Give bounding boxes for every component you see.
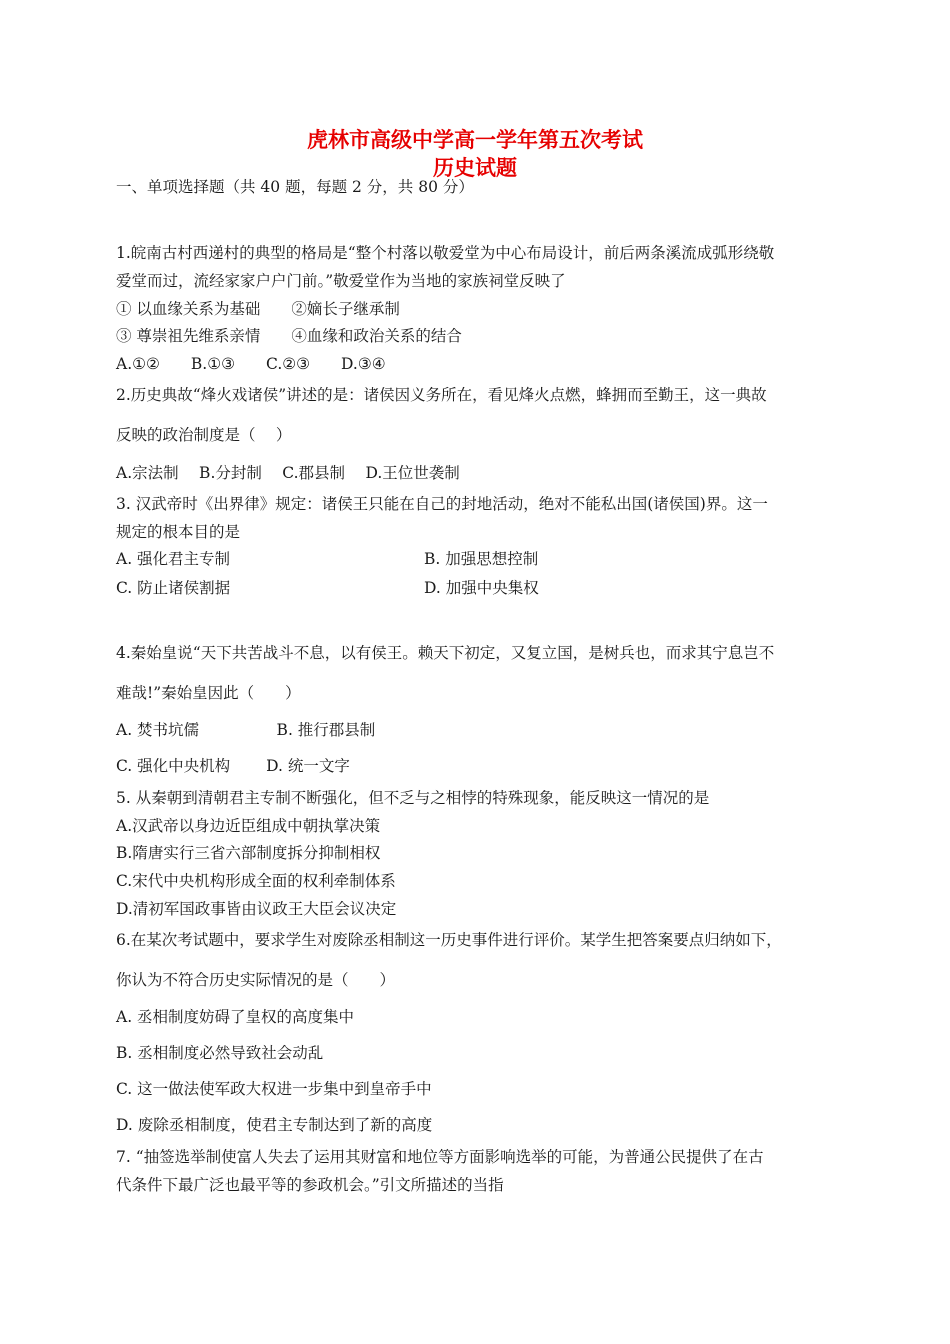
q5-option-c: C.宋代中央机构形成全面的权利牵制体系 [116,872,396,890]
q6-stem-line-2: 你认为不符合历史实际情况的是（ ） [116,971,396,989]
q6-option-c: C. 这一做法使军政大权进一步集中到皇帝手中 [116,1080,432,1098]
exam-subject-title: 历史试题 [433,156,517,180]
q1-item-line-2: ③ 尊崇祖先维系亲情 ④血缘和政治关系的结合 [116,327,462,345]
q3-option-d: D. 加强中央集权 [424,579,539,597]
q5-option-b: B.隋唐实行三省六部制度拆分抑制相权 [116,844,381,862]
q3-option-b: B. 加强思想控制 [424,550,539,568]
q4-stem-line-2: 难哉!”秦始皇因此（ ） [116,684,301,702]
q2-stem-line-2: 反映的政治制度是（ ） [116,426,292,444]
q1-options: A.①② B.①③ C.②③ D.③④ [116,355,386,373]
q3-stem-line-2: 规定的根本目的是 [116,523,241,541]
q6-option-b: B. 丞相制度必然导致社会动乱 [116,1044,324,1062]
q7-stem-line-1: 7. “抽签选举制使富人失去了运用其财富和地位等方面影响选举的可能，为普通公民提供了在古 [116,1148,764,1166]
q1-stem-line-2: 爱堂而过，流经家家户户门前。”敬爱堂作为当地的家族祠堂反映了 [116,272,566,290]
exam-school-title: 虎林市高级中学高一学年第五次考试 [307,128,643,152]
q3-option-c: C. 防止诸侯割据 [116,579,231,597]
q3-option-a: A. 强化君主专制 [116,550,231,568]
q7-stem-line-2: 代条件下最广泛也最平等的参政机会。”引文所描述的当指 [116,1176,504,1194]
q6-option-d: D. 废除丞相制度，使君主专制达到了新的高度 [116,1116,433,1134]
q6-option-a: A. 丞相制度妨碍了皇权的高度集中 [116,1008,355,1026]
q3-stem-line-1: 3. 汉武帝时《出界律》规定：诸侯王只能在自己的封地活动，绝对不能私出国(诸侯国)界。这一 [116,495,768,513]
q5-stem-line-1: 5. 从秦朝到清朝君主专制不断强化，但不乏与之相悖的特殊现象，能反映这一情况的是 [116,789,710,807]
q4-options-line-2: C. 强化中央机构 D. 统一文字 [116,757,350,775]
q2-options: A.宗法制 B.分封制 C.郡县制 D.王位世袭制 [116,464,460,482]
q4-stem-line-1: 4.秦始皇说“天下共苦战斗不息，以有侯王。赖天下初定，又复立国，是树兵也，而求其宁息岂不 [116,644,775,662]
q6-stem-line-1: 6.在某次考试题中，要求学生对废除丞相制这一历史事件进行评价。某学生把答案要点归纳如下， [116,931,782,949]
q1-stem-line-1: 1.皖南古村西递村的典型的格局是“整个村落以敬爱堂为中心布局设计，前后两条溪流成弧形绕敬 [116,244,775,262]
q2-stem-line-1: 2.历史典故“烽火戏诸侯”讲述的是：诸侯因义务所在，看见烽火点燃，蜂拥而至勤王，这一典故 [116,386,767,404]
q1-item-line-1: ① 以血缘关系为基础 ②嫡长子继承制 [116,300,400,318]
q4-options-line-1: A. 焚书坑儒 B. 推行郡县制 [116,721,376,739]
q5-option-d: D.清初军国政事皆由议政王大臣会议决定 [116,900,397,918]
q5-option-a: A.汉武帝以身边近臣组成中朝执掌决策 [116,817,381,835]
section-heading: 一、单项选择题（共 40 题，每题 2 分，共 80 分） [116,178,474,196]
